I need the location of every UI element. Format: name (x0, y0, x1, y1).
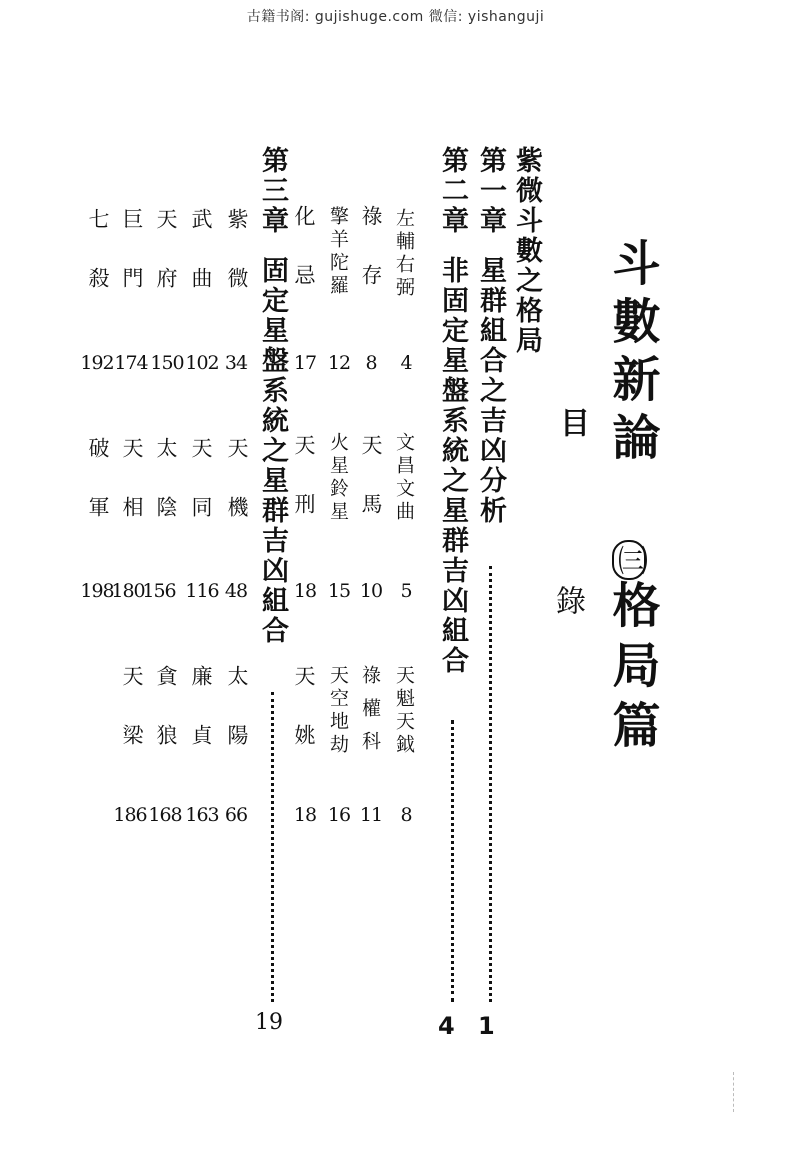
chapter-1-page: 1 (478, 1012, 495, 1040)
toc-entry-page: 16 (327, 804, 351, 826)
toc-entry-page: 10 (359, 580, 383, 602)
volume-number: ㈢ (612, 540, 646, 580)
toc-entry-name[interactable]: 天空地劫 (327, 665, 349, 757)
chapter-3-title: 固定星盤系統之星群吉凶組合 (257, 256, 288, 646)
toc-entry-name[interactable]: 擎羊陀羅 (327, 206, 349, 298)
toc-entry-name[interactable]: 天相 (120, 437, 144, 555)
scan-mark (733, 1072, 735, 1112)
toc-entry-page: 4 (400, 352, 412, 374)
toc-entry-page: 12 (327, 352, 351, 374)
chapter-2-title: 非固定星盤系統之星群吉凶組合 (437, 256, 468, 676)
toc-entry-name[interactable]: 天府 (154, 208, 178, 326)
toc-entry-page: 180 (111, 580, 145, 602)
toc-entry-name[interactable]: 紫微 (225, 208, 249, 326)
toc-entry-name[interactable]: 祿存 (359, 205, 383, 323)
toc-entry-page: 186 (113, 804, 147, 826)
toc-entry-page: 5 (400, 580, 412, 602)
toc-entry-name[interactable]: 天機 (225, 437, 249, 555)
chapter-3-page: 19 (255, 1010, 283, 1035)
toc-entry-name[interactable]: 天馬 (359, 434, 383, 552)
watermark: 古籍书阁: gujishuge.com 微信: yishanguji (246, 9, 545, 25)
toc-entry-page: 198 (80, 580, 114, 602)
toc-entry-name[interactable]: 化忌 (292, 205, 316, 323)
chapter-3-heading[interactable] (258, 146, 286, 646)
toc-entry-name[interactable]: 天同 (189, 437, 213, 555)
leader-dots (451, 720, 454, 1002)
toc-entry-page: 18 (293, 580, 317, 602)
leader-dots (271, 692, 274, 1002)
toc-entry-name[interactable]: 巨門 (120, 208, 144, 326)
toc-entry-name[interactable]: 七殺 (86, 208, 110, 326)
leader-dots (489, 566, 492, 1002)
chapter-1-title: 星群組合之吉凶分析 (475, 256, 506, 526)
part-heading: 紫微斗數之格局 (511, 146, 542, 356)
book-subtitle: 格局篇 (604, 580, 660, 760)
toc-entry-page: 8 (365, 352, 377, 374)
toc-entry-name[interactable]: 破軍 (86, 437, 110, 555)
toc-entry-name[interactable]: 祿權科 (359, 665, 381, 764)
chapter-1-heading[interactable] (476, 146, 504, 526)
toc-entry-name[interactable]: 天梁 (120, 665, 144, 783)
toc-entry-name[interactable]: 左輔右弼 (393, 208, 415, 300)
chapter-2-page: 4 (438, 1012, 455, 1040)
toc-entry-name[interactable]: 太陰 (154, 437, 178, 555)
toc-entry-name[interactable]: 天魁天鉞 (393, 665, 415, 757)
toc-entry-page: 156 (142, 580, 176, 602)
toc-entry-page: 18 (293, 804, 317, 826)
chapter-2-heading[interactable] (438, 146, 466, 676)
toc-entry-page: 102 (185, 352, 219, 374)
chapter-3-label: 第三章 (257, 146, 288, 236)
toc-entry-page: 116 (185, 580, 219, 602)
toc-entry-page: 48 (224, 580, 248, 602)
toc-entry-name[interactable]: 文昌文曲 (393, 432, 415, 524)
contents-heading-2: 錄 (550, 585, 585, 615)
toc-entry-page: 163 (185, 804, 219, 826)
toc-entry-name[interactable]: 貪狼 (154, 665, 178, 783)
toc-entry-page: 168 (148, 804, 182, 826)
toc-entry-page: 34 (224, 352, 248, 374)
toc-entry-name[interactable]: 火星鈴星 (327, 432, 349, 524)
toc-entry-name[interactable]: 武曲 (189, 208, 213, 326)
toc-entry-name[interactable]: 天刑 (292, 434, 316, 552)
toc-entry-name[interactable]: 廉貞 (189, 665, 213, 783)
toc-entry-page: 8 (400, 804, 412, 826)
toc-entry-page: 150 (150, 352, 184, 374)
chapter-1-label: 第一章 (475, 146, 506, 236)
toc-entry-page: 192 (80, 352, 114, 374)
toc-entry-page: 174 (114, 352, 148, 374)
toc-entry-page: 15 (327, 580, 351, 602)
chapter-2-label: 第二章 (437, 146, 468, 236)
toc-entry-page: 17 (293, 352, 317, 374)
contents-heading-1: 目 (554, 407, 589, 437)
toc-entry-name[interactable]: 太陽 (225, 665, 249, 783)
toc-entry-page: 11 (359, 804, 383, 826)
toc-entry-name[interactable]: 天姚 (292, 665, 316, 783)
toc-entry-page: 66 (224, 804, 248, 826)
book-title: 斗數新論 (604, 238, 660, 470)
